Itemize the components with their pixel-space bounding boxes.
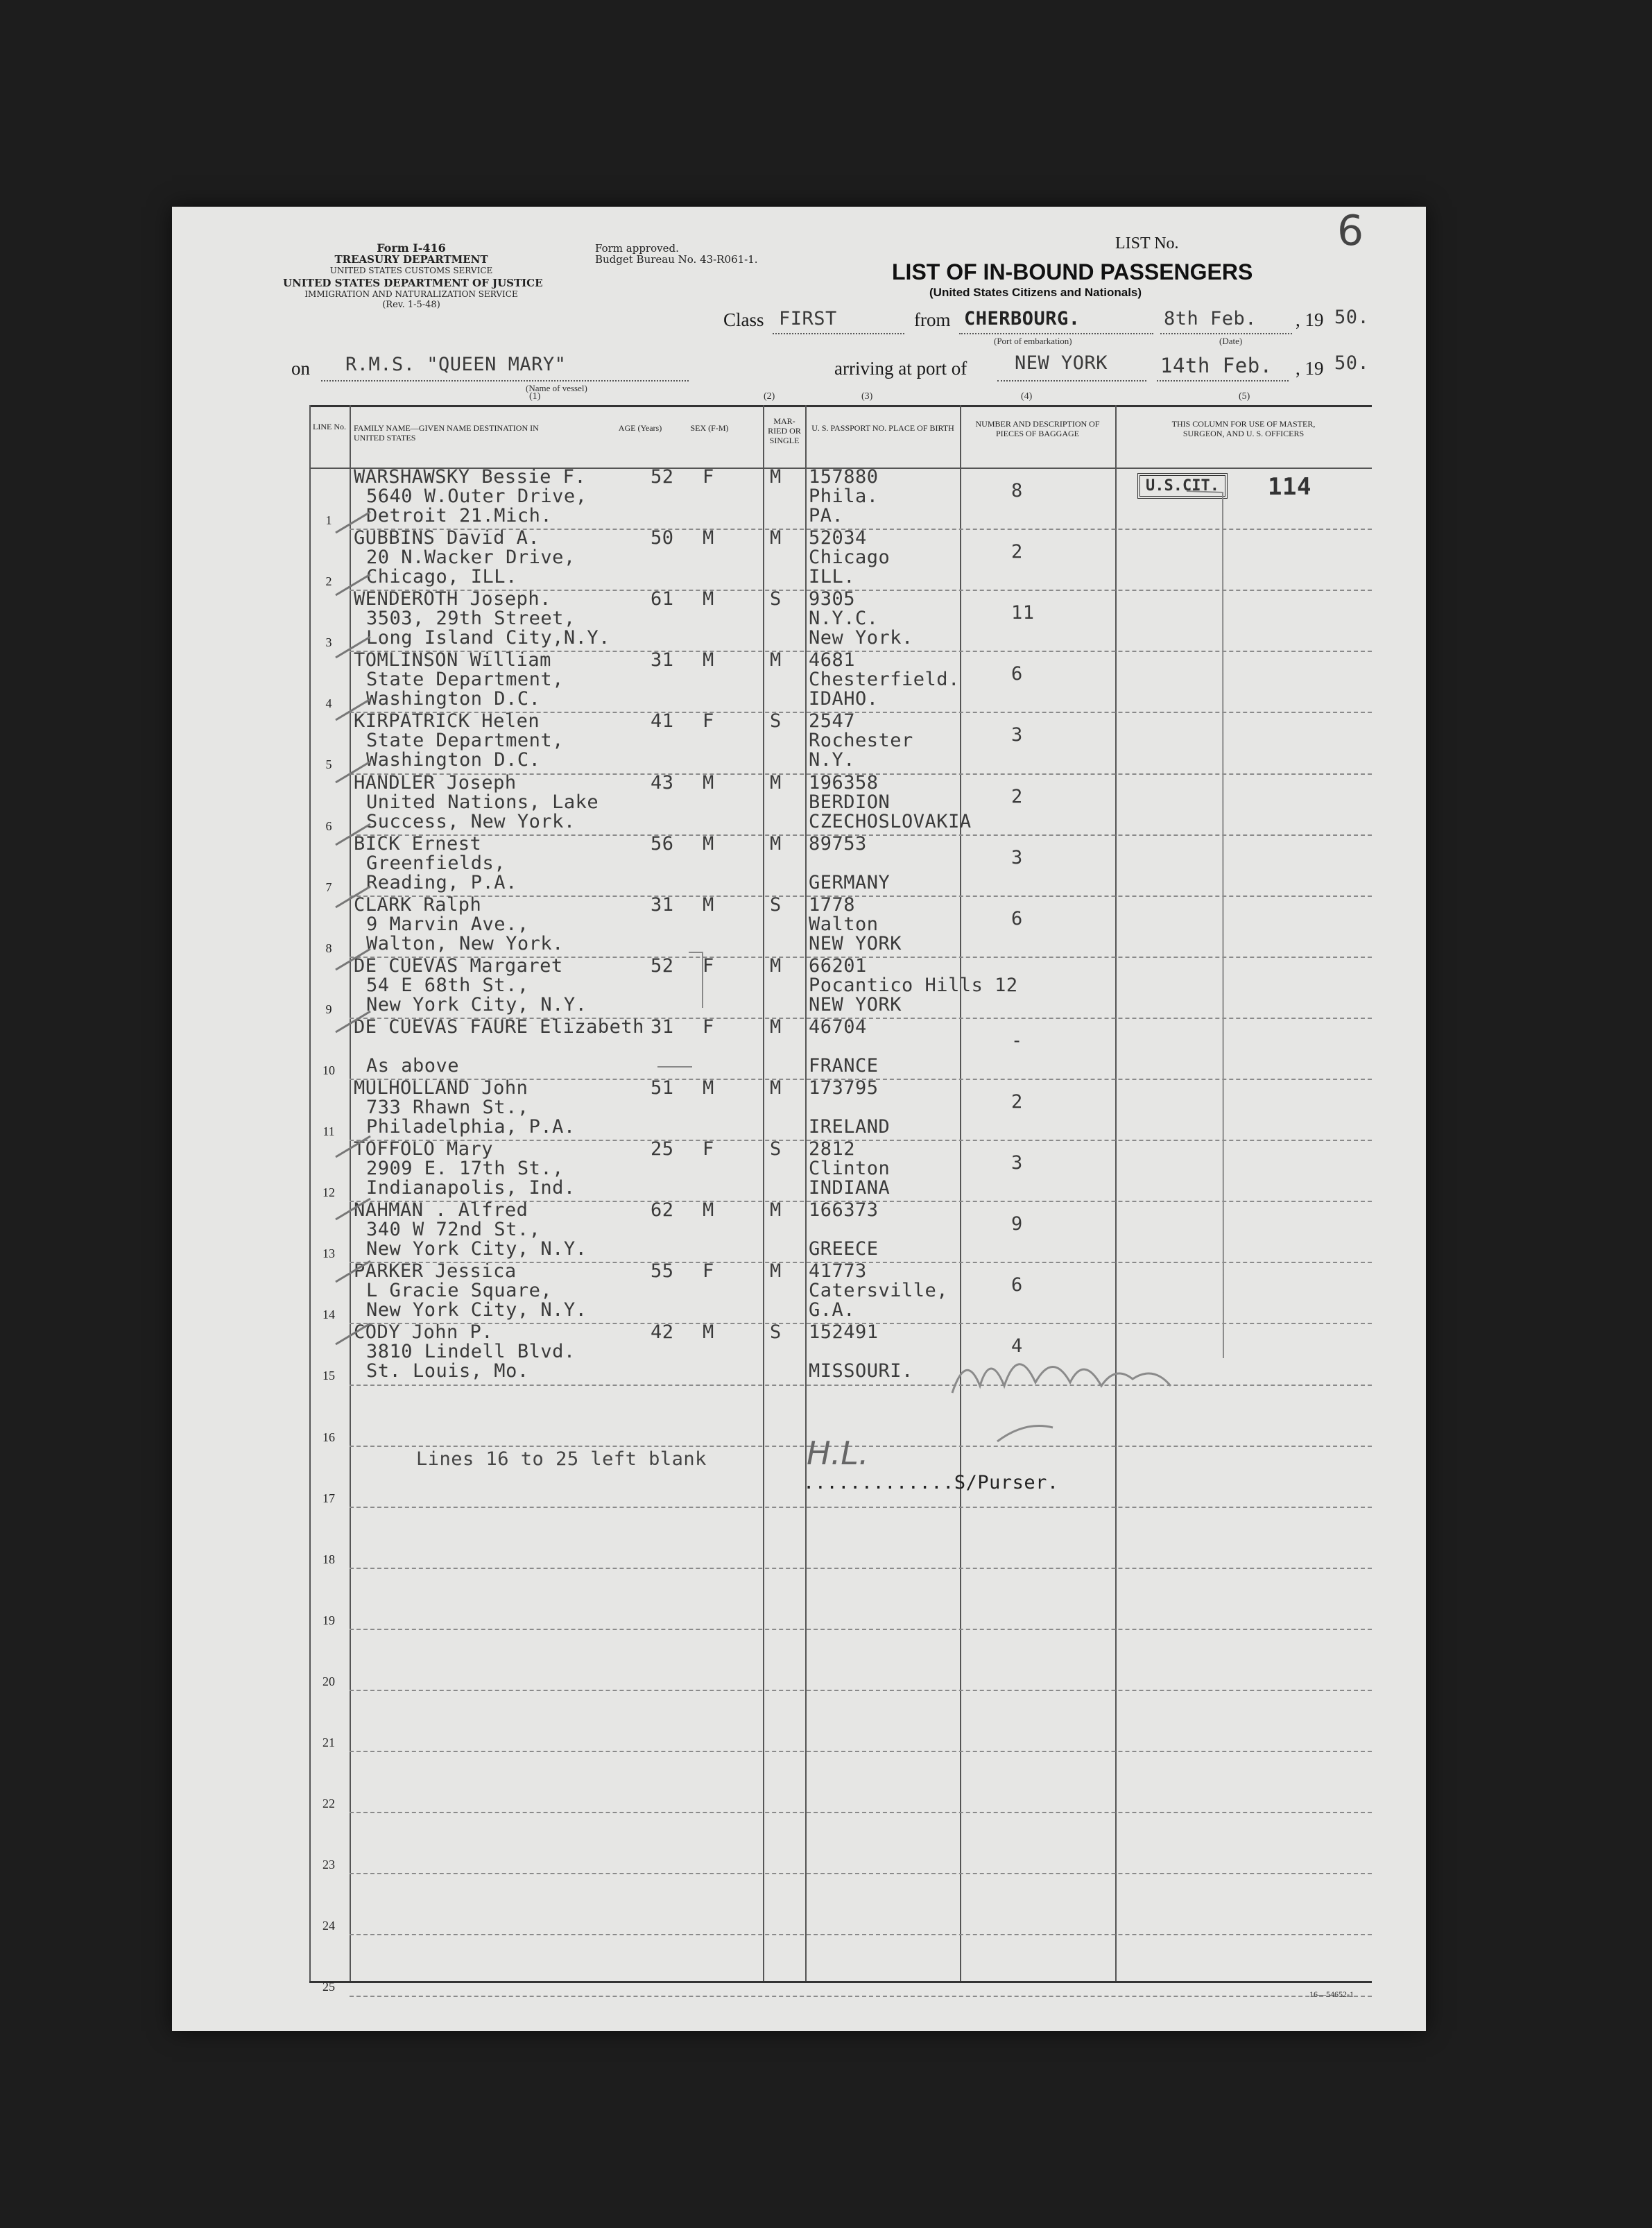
arrival-year-prefix: , 19 [1296, 358, 1324, 379]
row-birthplace-1: Walton [809, 913, 879, 935]
row-passport-no: 9305 [809, 588, 856, 610]
row-baggage: 3 [1011, 724, 1023, 746]
row-birthplace-2: N.Y. [809, 749, 856, 771]
form-approved: Form approved. [595, 242, 679, 255]
row-marital-status: M [770, 1016, 782, 1038]
row-age: 41 [651, 710, 674, 732]
blank-line-number: 19 [322, 1613, 335, 1627]
row-baggage: 4 [1011, 1335, 1023, 1357]
row-destination-1: 5640 W.Outer Drive, [366, 486, 587, 507]
row-destination-1: 733 Rhawn St., [366, 1097, 529, 1118]
customs-service: UNITED STATES CUSTOMS SERVICE [329, 266, 493, 275]
row-baggage: 2 [1011, 1091, 1023, 1113]
arriving-label: arriving at port of [834, 358, 967, 379]
row-destination-1: State Department, [366, 669, 564, 691]
purser-signature: .............S/Purser. [803, 1472, 1059, 1493]
arrival-date: 14th Feb. [1160, 354, 1273, 377]
row-destination-1: State Department, [366, 730, 564, 752]
row-birthplace-2: GREECE [809, 1238, 879, 1260]
depart-year: 50. [1334, 307, 1370, 328]
list-no-value: 6 [1337, 207, 1364, 255]
vessel-caption: (Name of vessel) [526, 383, 587, 393]
row-age: 31 [651, 1016, 674, 1038]
row-marital-status: M [770, 649, 782, 671]
row-line-number: 2 [325, 574, 332, 589]
blank-line-number: 16 [322, 1430, 335, 1444]
row-sex: M [703, 893, 714, 916]
embark-caption: (Port of embarkation) [994, 336, 1072, 346]
blank-line-number: 20 [322, 1674, 335, 1688]
row-marital-status: M [770, 832, 782, 855]
row-destination-2: Chicago, ILL. [366, 566, 517, 588]
row-name: PARKER Jessica [354, 1260, 517, 1283]
row-destination-2: Detroit 21.Mich. [366, 505, 553, 526]
col-header-passport: U. S. PASSPORT NO. PLACE OF BIRTH [811, 423, 954, 433]
row-birthplace-2: MISSOURI. [809, 1360, 913, 1382]
row-destination-1: 9 Marvin Ave., [366, 913, 529, 935]
row-line-number: 15 [322, 1369, 335, 1383]
list-no-label: LIST No. [1115, 234, 1179, 252]
row-birthplace-1: BERDION [809, 791, 890, 813]
row-baggage: 8 [1011, 480, 1023, 502]
row-sex: M [703, 832, 714, 855]
embark-port: CHERBOURG. [964, 308, 1081, 329]
row-destination-2: New York City, N.Y. [366, 993, 587, 1016]
row-name: CLARK Ralph [354, 893, 482, 916]
treasury-department: TREASURY DEPARTMENT [334, 253, 488, 266]
row-birthplace-1: Pocantico Hills 12 [809, 974, 1018, 996]
row-passport-no: 152491 [809, 1321, 879, 1344]
row-birthplace-2: GERMANY [809, 871, 890, 893]
row-marital-status: M [770, 954, 782, 977]
purser-initials: H.L. [807, 1434, 869, 1472]
row-destination-2: New York City, N.Y. [366, 1238, 587, 1260]
row-baggage: 6 [1011, 663, 1023, 685]
row-passport-no: 89753 [809, 832, 867, 855]
row-line-number: 14 [322, 1308, 335, 1322]
row-destination-1: 20 N.Wacker Drive, [366, 547, 576, 569]
stamp-text: U.S.CIT. [1146, 477, 1219, 495]
row-passport-no: 52034 [809, 527, 867, 549]
arrival-port: NEW YORK [1015, 352, 1108, 374]
row-passport-no: 1778 [809, 893, 856, 916]
row-passport-no: 41773 [809, 1260, 867, 1283]
form-revision: (Rev. 1-5-48) [382, 300, 440, 310]
row-name: TOMLINSON William [354, 649, 551, 671]
col-num-4: (4) [1021, 391, 1033, 402]
row-destination-2: Indianapolis, Ind. [366, 1177, 576, 1199]
col-header-name: FAMILY NAME—GIVEN NAME DESTINATION IN UNITED STATES [354, 423, 539, 443]
row-destination-2: Washington D.C. [366, 749, 541, 771]
row-sex: F [703, 1016, 714, 1038]
row-passport-no: 46704 [809, 1016, 867, 1038]
row-name: TOFFOLO Mary [354, 1138, 494, 1160]
row-line-number: 8 [325, 941, 332, 955]
row-name: HANDLER Joseph [354, 771, 517, 794]
stamp-count: 114 [1268, 473, 1311, 501]
row-name: BICK Ernest [354, 832, 482, 855]
class-value: FIRST [779, 308, 837, 329]
row-destination-2: New York City, N.Y. [366, 1299, 587, 1321]
row-destination-1: 54 E 68th St., [366, 974, 529, 996]
row-name: WARSHAWSKY Bessie F. [354, 466, 587, 488]
row-age: 25 [651, 1138, 674, 1160]
row-birthplace-2: NEW YORK [809, 932, 902, 954]
row-marital-status: M [770, 1077, 782, 1099]
row-baggage: 6 [1011, 1274, 1023, 1296]
row-baggage: 2 [1011, 785, 1023, 807]
row-destination-1: 340 W 72nd St., [366, 1219, 541, 1241]
row-name: GUBBINS David A. [354, 527, 540, 549]
row-birthplace-1: Phila. [809, 486, 879, 507]
row-passport-no: 173795 [809, 1077, 879, 1099]
row-destination-2: As above [366, 1054, 460, 1077]
col-num-2: (2) [764, 391, 775, 402]
pencil-marks [172, 207, 1426, 2031]
row-sex: F [703, 466, 714, 488]
row-baggage: 2 [1011, 541, 1023, 563]
row-passport-no: 66201 [809, 954, 867, 977]
on-label: on [291, 358, 310, 379]
col-header-baggage: NUMBER AND DESCRIPTION OF PIECES OF BAGGAGE [975, 419, 1100, 438]
row-destination-1: Greenfields, [366, 852, 506, 874]
row-destination-2: Philadelphia, P.A. [366, 1116, 576, 1138]
row-name: MULHOLLAND John [354, 1077, 528, 1099]
row-line-number: 6 [325, 819, 332, 833]
row-line-number: 4 [325, 696, 332, 711]
row-destination-1: L Gracie Square, [366, 1280, 553, 1302]
row-passport-no: 157880 [809, 466, 879, 488]
row-line-number: 9 [325, 1002, 332, 1016]
blank-line-number: 18 [322, 1552, 335, 1566]
row-name: KIRPATRICK Helen [354, 710, 540, 732]
col-num-1: (1) [529, 391, 541, 402]
row-marital-status: M [770, 1260, 782, 1283]
row-age: 31 [651, 649, 674, 671]
row-name: DE CUEVAS Margaret [354, 954, 563, 977]
row-line-number: 11 [322, 1124, 335, 1138]
blank-line-number: 17 [322, 1491, 335, 1505]
row-age: 55 [651, 1260, 674, 1283]
row-line-number: 13 [322, 1246, 335, 1261]
row-birthplace-1: N.Y.C. [809, 608, 879, 630]
row-age: 50 [651, 527, 674, 549]
row-baggage: 3 [1011, 846, 1023, 868]
row-marital-status: M [770, 466, 782, 488]
col-header-officers: THIS COLUMN FOR USE OF MASTER, SURGEON, AND U. S. OFFICERS [1171, 419, 1316, 438]
justice-department: UNITED STATES DEPARTMENT OF JUSTICE [283, 277, 543, 289]
budget-number: Budget Bureau No. 43-R061-1. [595, 253, 758, 266]
passenger-manifest-page [172, 207, 1426, 2031]
row-marital-status: M [770, 527, 782, 549]
row-birthplace-1: Chesterfield. [809, 669, 960, 691]
col-header-sex: SEX (F-M) [690, 423, 729, 433]
row-age: 52 [651, 466, 674, 488]
row-name: CODY John P. [354, 1321, 494, 1344]
row-destination-2: Walton, New York. [366, 932, 564, 954]
form-number: Form I-416 [377, 241, 446, 255]
col-header-line: LINE No. [313, 422, 346, 431]
row-name: DE CUEVAS FAURE Elizabeth [354, 1016, 644, 1038]
row-destination-2: St. Louis, Mo. [366, 1360, 529, 1382]
row-baggage: 3 [1011, 1152, 1023, 1174]
blank-line-number: 23 [322, 1858, 335, 1872]
ins-service: IMMIGRATION AND NATURALIZATION SERVICE [304, 289, 518, 299]
row-line-number: 10 [322, 1063, 335, 1077]
row-birthplace-2: G.A. [809, 1299, 856, 1321]
row-passport-no: 166373 [809, 1199, 879, 1222]
row-sex: M [703, 649, 714, 671]
row-birthplace-1: Chicago [809, 547, 890, 569]
row-marital-status: M [770, 1199, 782, 1222]
row-passport-no: 2547 [809, 710, 856, 732]
page-subtitle: (United States Citizens and Nationals) [929, 286, 1142, 299]
row-birthplace-1: Catersville, [809, 1280, 949, 1302]
blank-line-number: 24 [322, 1919, 335, 1933]
row-baggage: - [1011, 1029, 1023, 1052]
row-birthplace-2: IDAHO. [809, 688, 879, 710]
row-marital-status: S [770, 588, 782, 610]
row-birthplace-1: Clinton [809, 1158, 890, 1180]
row-line-number: 1 [325, 513, 332, 527]
row-sex: M [703, 588, 714, 610]
row-name: NAHMAN . Alfred [354, 1199, 528, 1222]
row-birthplace-2: INDIANA [809, 1177, 890, 1199]
row-age: 52 [651, 954, 674, 977]
depart-year-prefix: , 19 [1296, 309, 1324, 330]
row-destination-2: Reading, P.A. [366, 871, 517, 893]
col-num-5: (5) [1239, 391, 1250, 402]
row-birthplace-2: IRELAND [809, 1116, 890, 1138]
page-title: LIST OF IN-BOUND PASSENGERS [892, 259, 1253, 284]
arrival-year: 50. [1334, 352, 1370, 374]
row-sex: M [703, 771, 714, 794]
col-header-age: AGE (Years) [618, 423, 662, 433]
row-sex: F [703, 1138, 714, 1160]
row-marital-status: M [770, 771, 782, 794]
row-birthplace-2: FRANCE [809, 1054, 879, 1077]
class-label: Class [723, 309, 764, 330]
row-passport-no: 2812 [809, 1138, 856, 1160]
row-age: 51 [651, 1077, 674, 1099]
row-marital-status: S [770, 1138, 782, 1160]
row-age: 61 [651, 588, 674, 610]
row-age: 31 [651, 893, 674, 916]
depart-date: 8th Feb. [1164, 308, 1257, 329]
vessel-name: R.M.S. "QUEEN MARY" [345, 354, 567, 375]
row-baggage: 11 [1011, 602, 1035, 624]
row-name: WENDEROTH Joseph. [354, 588, 551, 610]
row-line-number: 12 [322, 1185, 335, 1200]
row-age: 56 [651, 832, 674, 855]
row-sex: M [703, 1321, 714, 1344]
row-sex: F [703, 710, 714, 732]
row-sex: M [703, 1199, 714, 1222]
date-caption: (Date) [1219, 336, 1243, 346]
row-line-number: 3 [325, 635, 332, 650]
row-sex: F [703, 1260, 714, 1283]
row-marital-status: S [770, 893, 782, 916]
row-sex: M [703, 1077, 714, 1099]
row-line-number: 5 [325, 757, 332, 772]
row-destination-2: Washington D.C. [366, 688, 541, 710]
row-passport-no: 196358 [809, 771, 879, 794]
blank-line-number: 22 [322, 1797, 335, 1811]
row-line-number: 7 [325, 880, 332, 894]
row-destination-1: 3810 Lindell Blvd. [366, 1341, 576, 1363]
row-sex: M [703, 527, 714, 549]
row-destination-1: 2909 E. 17th St., [366, 1158, 564, 1180]
blank-lines-note: Lines 16 to 25 left blank [416, 1448, 707, 1470]
row-marital-status: S [770, 710, 782, 732]
col-num-3: (3) [861, 391, 873, 402]
row-baggage: 6 [1011, 907, 1023, 929]
row-destination-2: Success, New York. [366, 810, 576, 832]
row-sex: F [703, 954, 714, 977]
row-birthplace-2: NEW YORK [809, 993, 902, 1016]
row-destination-1: 3503, 29th Street, [366, 608, 576, 630]
row-destination-2: Long Island City,N.Y. [366, 627, 610, 649]
row-birthplace-1: Rochester [809, 730, 913, 752]
blank-line-number: 21 [322, 1736, 335, 1749]
row-birthplace-2: CZECHOSLOVAKIA [809, 810, 972, 832]
row-age: 42 [651, 1321, 674, 1344]
row-birthplace-2: ILL. [809, 566, 856, 588]
row-passport-no: 4681 [809, 649, 856, 671]
row-marital-status: S [770, 1321, 782, 1344]
from-label: from [914, 309, 951, 330]
footer-code: 16—54652-1 [1309, 1989, 1354, 1999]
row-age: 62 [651, 1199, 674, 1222]
row-birthplace-2: New York. [809, 627, 913, 649]
row-birthplace-2: PA. [809, 505, 844, 526]
row-age: 43 [651, 771, 674, 794]
blank-line-number: 25 [322, 1980, 335, 1994]
row-destination-1: United Nations, Lake [366, 791, 599, 813]
row-baggage: 9 [1011, 1213, 1023, 1235]
col-header-married: MAR-RIED OR SINGLE [768, 416, 801, 445]
